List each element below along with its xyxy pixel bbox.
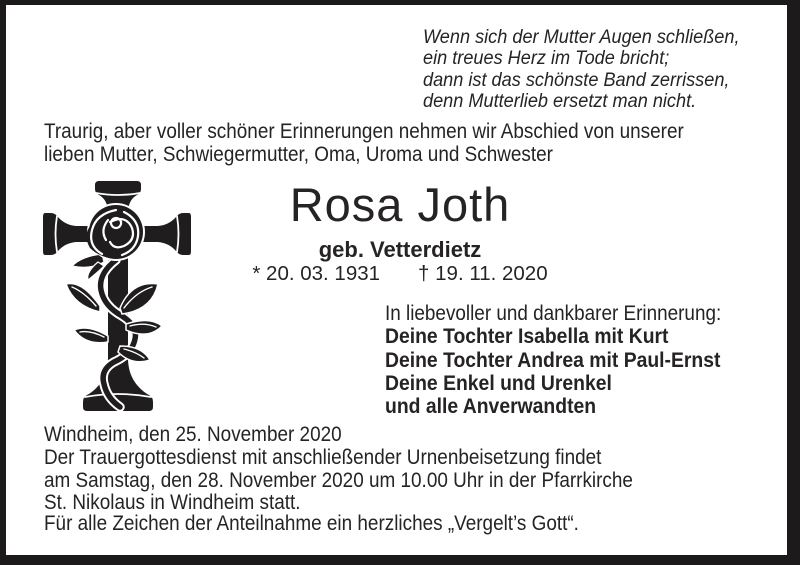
mourner-line: Deine Tochter Andrea mit Paul-Ernst (385, 347, 721, 372)
death-date: † 19. 11. 2020 (418, 262, 548, 285)
birth-date: * 20. 03. 1931 (252, 262, 381, 285)
mourner-line: Deine Tochter Isabella mit Kurt (385, 324, 669, 349)
maiden-name: geb. Vetterdietz (318, 237, 482, 262)
deceased-block (200, 179, 600, 285)
intro-line: lieben Mutter, Schwiegermutter, Oma, Uroma und Schwester (44, 141, 553, 166)
poem-line: Wenn sich der Mutter Augen schließen, (423, 26, 740, 48)
poem-line: ein treues Herz im Tode bricht; (423, 47, 670, 70)
cross-rose-icon (38, 176, 196, 416)
service-line: am Samstag, den 28. November 2020 um 10.00 Uhr in der Pfarrkirche (44, 467, 633, 492)
intro-text (44, 120, 684, 165)
cross-rose-image (38, 176, 196, 416)
remembrance-heading: In liebevoller und dankbarer Erinnerung: (385, 302, 722, 325)
thanks-line: Für alle Zeichen der Anteilnahme ein herzliches „Vergelt’s Gott“. (44, 511, 579, 535)
service-info (44, 446, 633, 514)
mourners-block (385, 302, 721, 418)
poem-line: dann ist das schönste Band zerrissen, (423, 68, 730, 91)
deceased-name: Rosa Joth (289, 178, 511, 231)
poem-line: denn Mutterlieb ersetzt man nicht. (423, 89, 697, 112)
life-dates (200, 262, 600, 285)
service-line: St. Nikolaus in Windheim statt. (44, 490, 301, 515)
mourner-line: und alle Anverwandten (385, 394, 597, 419)
intro-line: Traurig, aber voller schöner Erinnerungen nehmen wir Abschied von unserer (44, 119, 684, 143)
memorial-poem (423, 27, 740, 112)
mourner-line: Deine Enkel und Urenkel (385, 370, 612, 395)
service-line: Der Trauergottesdienst mit anschließender Urnenbeisetzung findet (44, 445, 602, 469)
place-date-line: Windheim, den 25. November 2020 (44, 422, 342, 446)
